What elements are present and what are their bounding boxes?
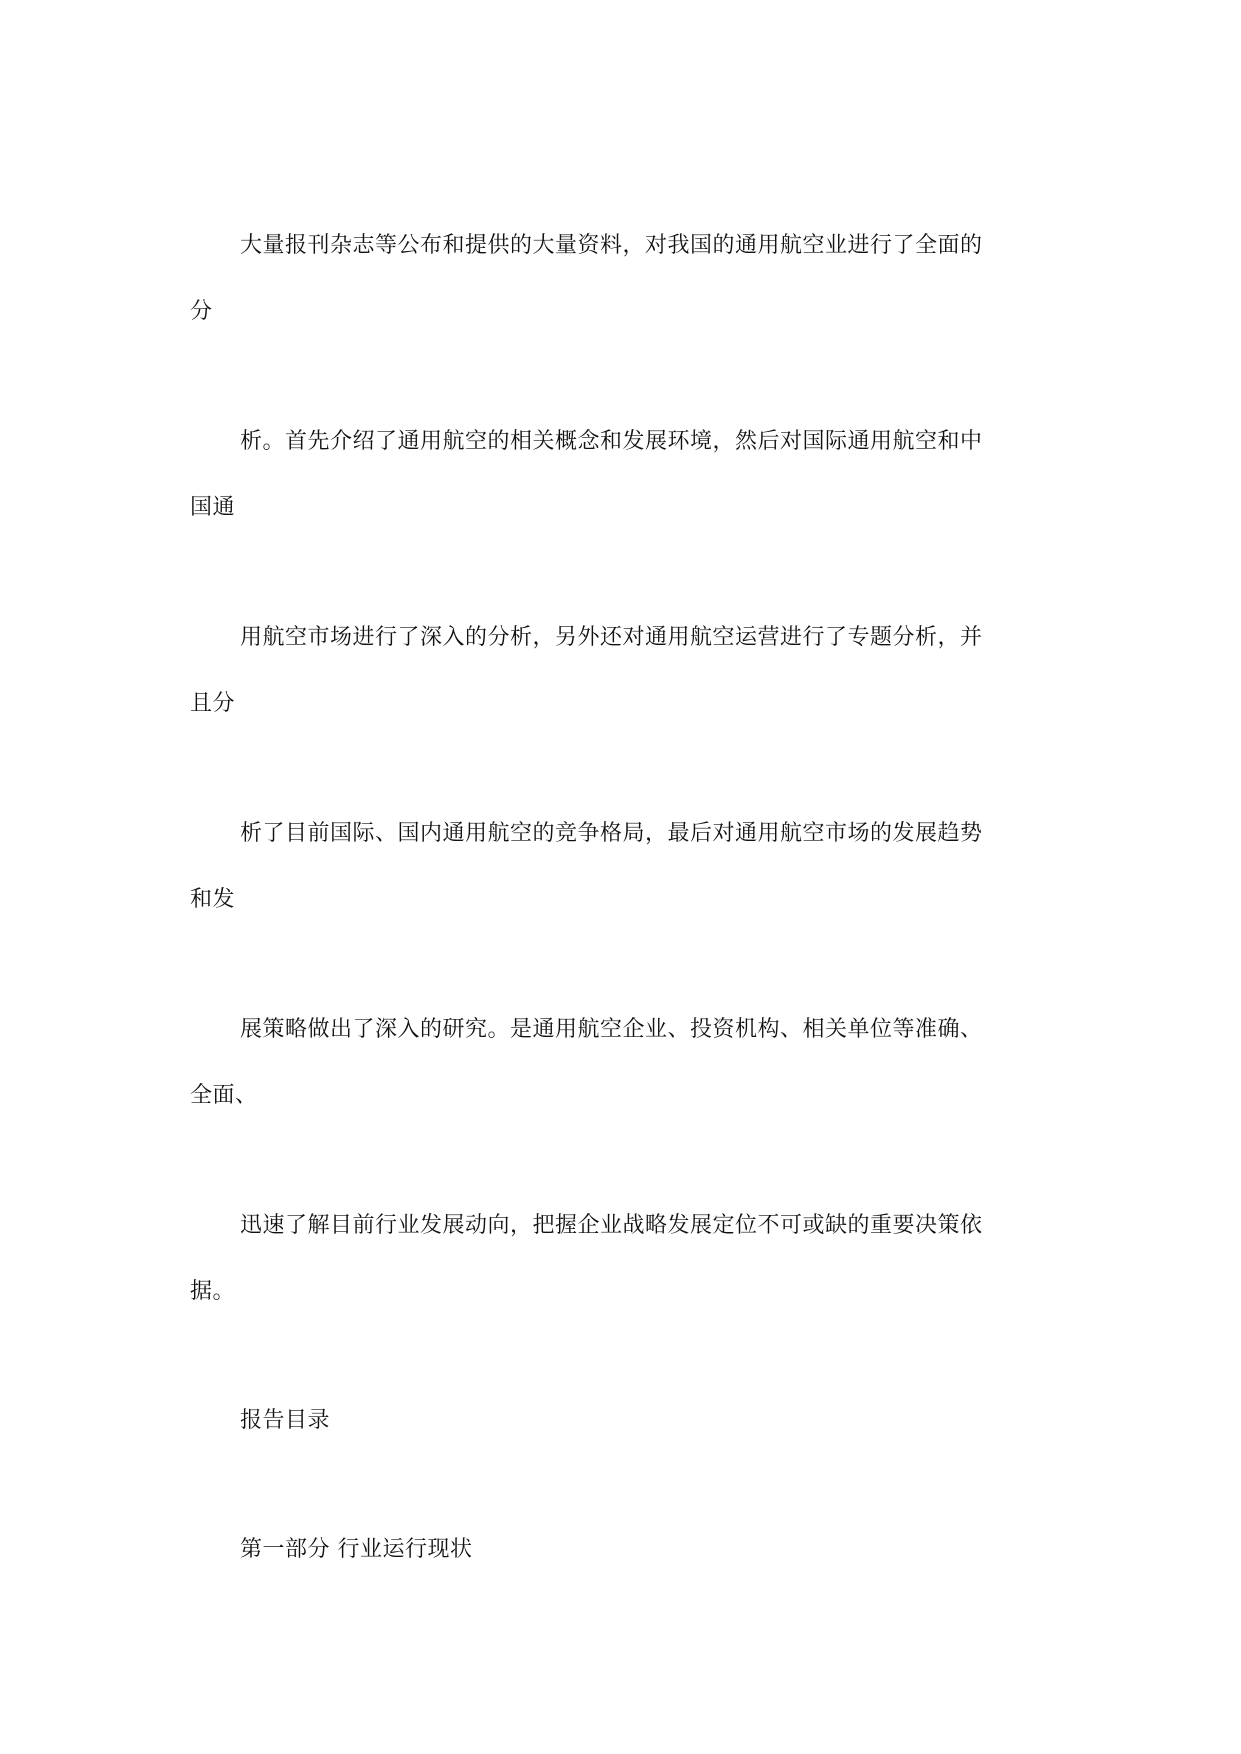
toc-heading: 报告目录 — [240, 1408, 331, 1433]
paragraph-5-line-2: 全面、 — [190, 1083, 258, 1108]
paragraph-3-line-1: 用航空市场进行了深入的分析，另外还对通用航空运营进行了专题分析，并 — [240, 625, 983, 650]
paragraph-5-line-1: 展策略做出了深入的研究。是通用航空企业、投资机构、相关单位等准确、 — [240, 1017, 983, 1042]
paragraph-4-line-1: 析了目前国际、国内通用航空的竞争格局，最后对通用航空市场的发展趋势 — [240, 821, 983, 846]
paragraph-2-line-1: 析。首先介绍了通用航空的相关概念和发展环境，然后对国际通用航空和中 — [240, 429, 983, 454]
paragraph-2-line-2: 国通 — [190, 495, 236, 520]
paragraph-6-line-1: 迅速了解目前行业发展动向，把握企业战略发展定位不可或缺的重要决策依 — [240, 1213, 983, 1238]
paragraph-3-line-2: 且分 — [190, 691, 236, 716]
paragraph-4-line-2: 和发 — [190, 887, 236, 912]
paragraph-6-line-2: 据。 — [190, 1279, 236, 1304]
paragraph-1-line-1: 大量报刊杂志等公布和提供的大量资料，对我国的通用航空业进行了全面的 — [240, 233, 983, 258]
part-one-heading: 第一部分 行业运行现状 — [240, 1537, 473, 1562]
paragraph-1-line-2: 分 — [190, 299, 213, 324]
